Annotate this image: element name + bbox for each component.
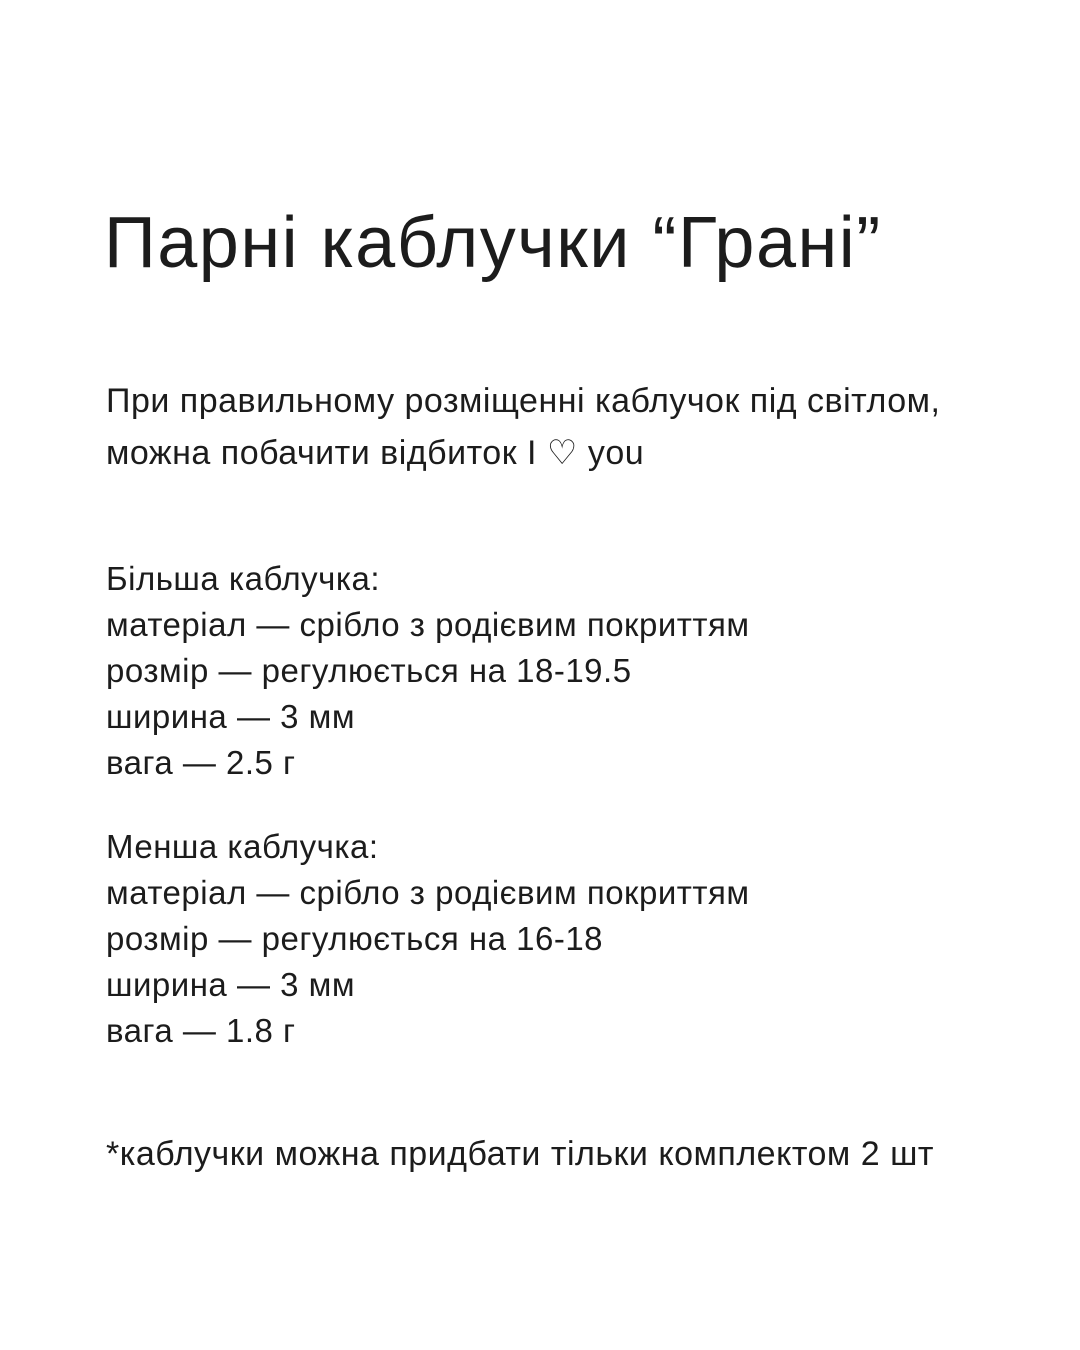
page-title: Парні каблучки “Грані”: [104, 203, 882, 283]
spec-line-size: розмір — регулюється на 16-18: [106, 920, 604, 957]
spec-line-material: матеріал — срібло з родієвим покриттям: [106, 874, 750, 911]
spec-line-width: ширина — 3 мм: [106, 698, 356, 735]
intro-line-1: При правильному розміщенні каблучок під світлом,: [106, 382, 941, 420]
spec-line-size: розмір — регулюється на 18-19.5: [106, 652, 632, 689]
spec-line-weight: вага — 1.8 г: [106, 1012, 296, 1049]
footnote: *каблучки можна придбати тільки комплектом 2 шт: [106, 1135, 934, 1173]
spec-line-width: ширина — 3 мм: [106, 966, 356, 1003]
spec-smaller-ring: [106, 824, 750, 1054]
intro-line-2: можна побачити відбиток I ♡ you: [106, 434, 645, 472]
spec-line-material: матеріал — срібло з родієвим покриттям: [106, 606, 750, 643]
spec-line-weight: вага — 2.5 г: [106, 744, 296, 781]
spec-heading: Менша каблучка:: [106, 828, 379, 865]
spec-larger-ring: [106, 556, 750, 786]
intro-paragraph: [106, 375, 940, 479]
spec-heading: Більша каблучка:: [106, 560, 380, 597]
